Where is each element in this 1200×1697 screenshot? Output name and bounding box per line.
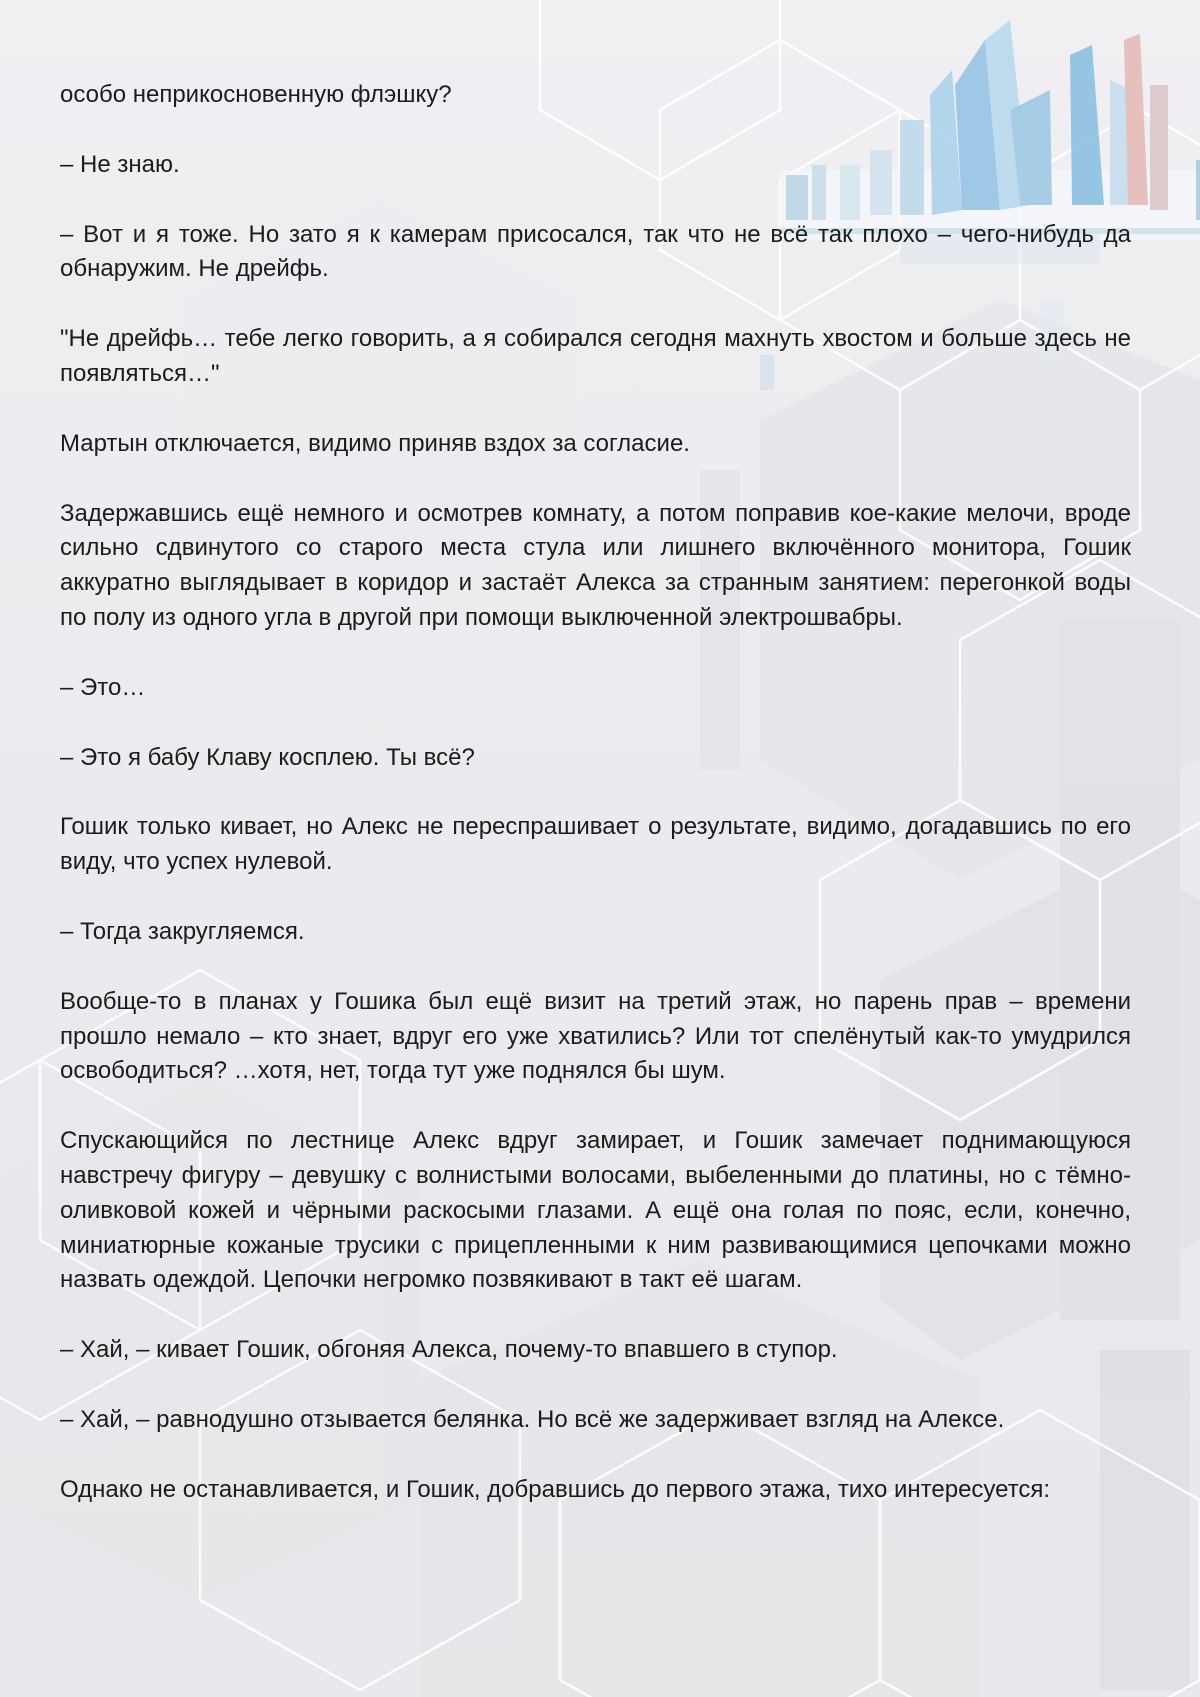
paragraph: – Вот и я тоже. Но зато я к камерам присосался, так что не всё так плохо – чего-нибудь да обнаружим. Не дрейфь.: [60, 220, 1131, 283]
paragraph: – Это я бабу Клаву косплею. Ты всё?: [60, 743, 475, 771]
paragraph: "Не дрейфь… тебе легко говорить, а я собирался сегодня махнуть хвостом и больше здесь не появляться…": [60, 325, 1131, 387]
paragraph: – Не знаю.: [60, 150, 180, 178]
paragraph: – Это…: [60, 673, 146, 701]
paragraph: Мартын отключается, видимо приняв вздох за согласие.: [60, 429, 690, 457]
paragraph: Вообще-то в планах у Гошика был ещё визит на третий этаж, но парень прав – времени прошло немало – кто знает, вдруг его уже хватились? Или тот спелёнутый как-то умудрился освободиться? …хотя, нет, тогда тут уже поднялся бы шум.: [60, 987, 1131, 1085]
paragraph: Спускающийся по лестнице Алекс вдруг замирает, и Гошик замечает поднимающуюся навстречу фигуру – девушку с волнистыми волосами, выбеленными до платины, но с тёмно-оливковой кожей и чёрными раскосыми глазами. А ещё она голая по пояс, если, конечно, миниатюрные кожаные трусики с прицепленными к ним развивающимися цепочками можно назвать одеждой. Цепочки негромко позвякивают в такт её шагам.: [60, 1127, 1131, 1294]
paragraph: особо неприкосновенную флэшку?: [60, 81, 452, 108]
story-text: [60, 78, 1131, 1508]
paragraph: – Хай, – кивает Гошик, обгоняя Алекса, почему-то впавшего в ступор.: [60, 1336, 838, 1364]
paragraph: Задержавшись ещё немного и осмотрев комнату, а потом поправив кое-какие мелочи, вроде сильно сдвинутого со старого места стула или лишнего включённого монитора, Гошик аккуратно выглядывает в коридор и застаёт Алекса за странным занятием: перегонкой воды по полу из одного угла в другой при помощи выключенной электрошвабры.: [60, 499, 1131, 631]
paragraph: – Тогда закругляемся.: [60, 917, 305, 945]
paragraph: Гошик только кивает, но Алекс не переспрашивает о результате, видимо, догадавшись по его виду, что успех нулевой.: [60, 813, 1131, 876]
paragraph: – Хай, – равнодушно отзывается белянка. Но всё же задерживает взгляд на Алексе.: [60, 1405, 1005, 1433]
paragraph: Однако не останавливается, и Гошик, добравшись до первого этажа, тихо интересуется:: [60, 1475, 1051, 1503]
